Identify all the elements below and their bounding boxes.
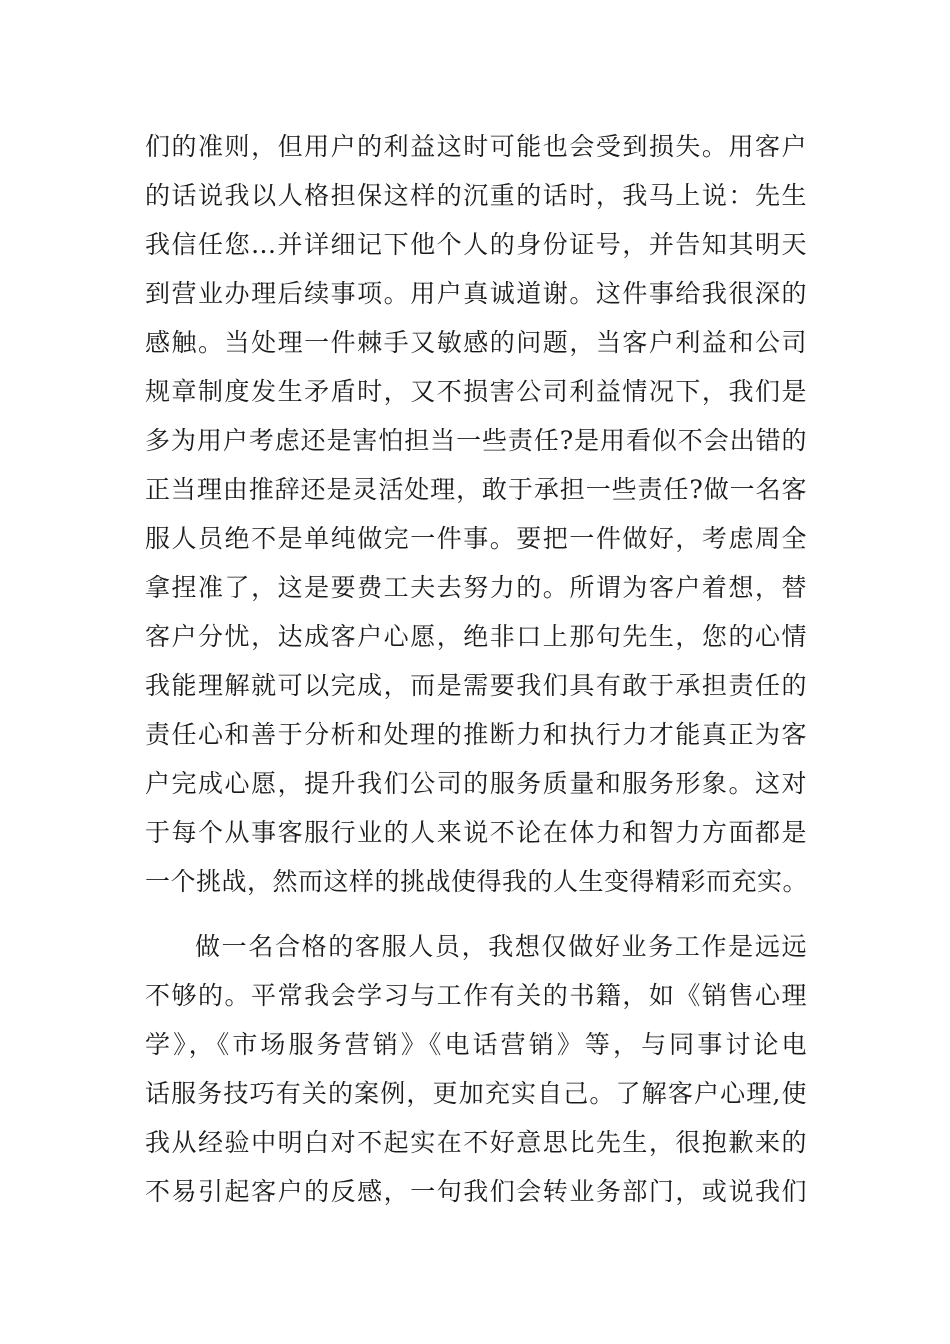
paragraph-line: 不易引起客户的反感，一句我们会转业务部门，或说我们 [145,1177,807,1206]
paragraph-line: 学》，《市场服务营销》《电话营销》等，与同事讨论电 [145,1030,807,1059]
paragraph-qualified-agent [145,922,807,1216]
paragraph-line: 我信任您...并详细记下他个人的身份证号，并告知其明天 [145,230,807,259]
paragraph-line: 到营业办理后续事项。用户真诚道谢。这件事给我很深的 [145,279,807,308]
paragraph-line: 话服务技巧有关的案例，更加充实自己。了解客户心理,使 [145,1079,807,1108]
paragraph-line: 我从经验中明白对不起实在不好意思比先生，很抱歉来的 [145,1128,807,1157]
paragraph-line: 服人员绝不是单纯做完一件事。要把一件做好，考虑周全 [145,524,807,553]
paragraph-line: 做一名合格的客服人员，我想仅做好业务工作是远远 [195,932,807,961]
paragraph-line: 多为用户考虑还是害怕担当一些责任?是用看似不会出错的 [145,426,807,455]
paragraph-line: 们的准则，但用户的利益这时可能也会受到损失。用客户 [145,132,807,161]
paragraph-customer-service-reflection [145,122,807,906]
paragraph-line: 我能理解就可以完成，而是需要我们具有敢于承担责任的 [145,671,807,700]
paragraph-line: 不够的。平常我会学习与工作有关的书籍，如《销售心理 [145,981,807,1010]
paragraph-line: 拿捏准了，这是要费工夫去努力的。所谓为客户着想，替 [145,573,807,602]
paragraph-line: 正当理由推辞还是灵活处理，敢于承担一些责任?做一名客 [145,475,807,504]
paragraph-line: 责任心和善于分析和处理的推断力和执行力才能真正为客 [145,720,807,749]
paragraph-line: 户完成心愿，提升我们公司的服务质量和服务形象。这对 [145,769,807,798]
paragraph-line: 规章制度发生矛盾时，又不损害公司利益情况下，我们是 [145,377,807,406]
paragraph-line: 一个挑战，然而这样的挑战使得我的人生变得精彩而充实。 [145,867,809,896]
paragraph-line: 于每个从事客服行业的人来说不论在体力和智力方面都是 [145,818,807,847]
paragraph-line: 感触。当处理一件棘手又敏感的问题，当客户利益和公司 [145,328,807,357]
paragraph-line: 的话说我以人格担保这样的沉重的话时，我马上说：先生 [145,181,807,210]
paragraph-line: 客户分忧，达成客户心愿，绝非口上那句先生，您的心情 [145,622,807,651]
